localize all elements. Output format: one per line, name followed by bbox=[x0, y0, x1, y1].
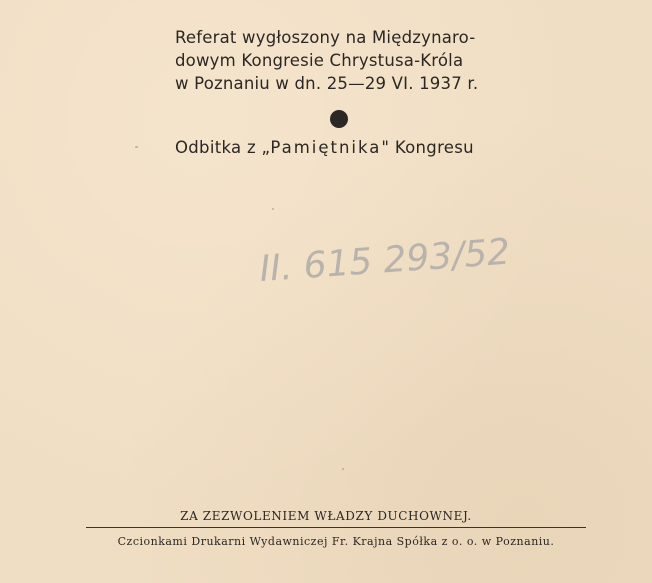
lecture-heading bbox=[175, 26, 535, 95]
handwritten-mark-text: II. 615 293/52 bbox=[258, 231, 512, 291]
offprint-suffix: " Kongresu bbox=[381, 138, 474, 157]
paper-speck bbox=[342, 468, 344, 470]
offprint-note bbox=[175, 138, 474, 157]
paper-speck bbox=[135, 146, 138, 148]
paper-speck bbox=[272, 208, 274, 210]
heading-line-2: dowym Kongresie Chrystusa-Króla bbox=[175, 51, 464, 70]
ecclesiastical-permission: ZA ZEZWOLENIEM WŁADZY DUCHOWNEJ. bbox=[180, 509, 472, 523]
footer-divider bbox=[86, 527, 586, 528]
offprint-prefix: Odbitka z „ bbox=[175, 138, 271, 157]
printer-imprint: Czcionkami Drukarni Wydawniczej Fr. Krajna Spółka z o. o. w Poznaniu. bbox=[117, 535, 555, 548]
heading-line-1: Referat wygłoszony na Międzynaro- bbox=[175, 28, 476, 47]
ornament-dot bbox=[330, 110, 348, 128]
handwritten-catalog-mark bbox=[240, 210, 580, 330]
offprint-title: Pamiętnika bbox=[270, 138, 382, 157]
heading-line-3: w Poznaniu w dn. 25—29 VI. 1937 r. bbox=[175, 74, 479, 93]
